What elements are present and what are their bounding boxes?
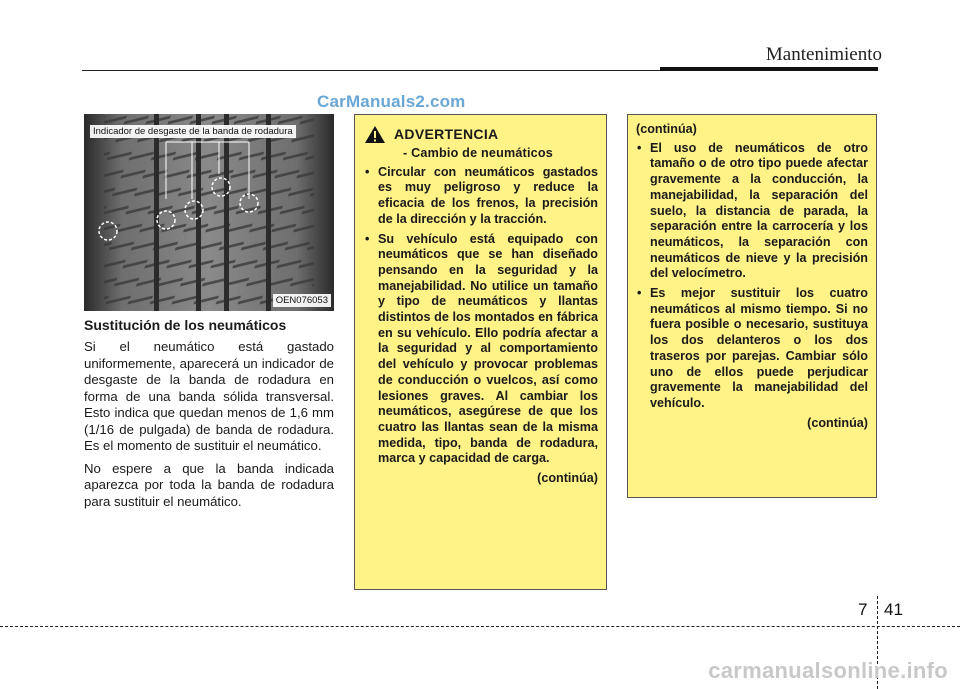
bullet-dot-icon: • (637, 140, 642, 155)
warning-bullet-list (364, 165, 598, 467)
watermark-bottom[interactable]: carmanualsonline.info (708, 658, 948, 683)
header-rule-thin (82, 70, 662, 71)
figure-code: OEN076053 (273, 294, 331, 307)
warning-subtitle: - Cambio de neumáticos (403, 146, 553, 160)
paragraph: Si el neumático está gastado uniformemente, aparecerá un indicador de desgaste de la banda de rodadura en forma de una banda sólida transversal. Esto indica que quedan menos de 1,6 mm (1/16 de pulgada) de banda de rodadura. Es el momento de sustituir el neumático. (84, 339, 334, 453)
chapter-number: 7 (858, 600, 868, 619)
continues-note: (continúa) (807, 415, 868, 430)
figure-callout-label: Indicador de desgaste de la banda de rodadura (90, 125, 296, 138)
list-item: • Su vehículo está equipado con neumáticos que se han diseñado pensando en la seguridad y la manejabilidad. No utilice un tamaño y tipo de neumáticos y llantas distintos de los montados en fábrica en su vehículo. Ello podría afectar a la seguridad y al comportamiento del vehículo y provocar problemas de conducción o vuelcos, así como lesiones graves. Al cambiar los neumáticos, asegúrese de que los cuatro las llantas sean de la misma medida, tipo, banda de rodadura, marca y capacidad de carga. (365, 231, 598, 466)
continued-note: (continúa) (636, 122, 697, 136)
left-body-text (84, 339, 334, 516)
header-rule-thick (660, 67, 878, 71)
bullet-dot-icon: • (365, 231, 370, 246)
warning-title: ADVERTENCIA (394, 125, 499, 142)
tire-tread-illustration (84, 114, 334, 311)
bullet-dot-icon: • (365, 164, 370, 179)
watermark-top[interactable]: CarManuals2.com (317, 92, 466, 111)
list-item: • Es mejor sustituir los cuatro neumáticos al mismo tiempo. Si no fuera posible o necesario, sustituya los dos delanteros o los dos traseros por parejas. Cambiar sólo uno de ellos puede perjudicar gravemente la manejabilidad del vehículo. (637, 286, 868, 410)
page-header-title: Mantenimiento (765, 44, 882, 65)
tire-wear-figure (84, 114, 334, 311)
page-number: 41 (884, 600, 903, 619)
continues-note: (continúa) (537, 471, 598, 486)
footer-rule (0, 626, 960, 627)
paragraph: No espere a que la banda indicada aparezca por toda la banda de rodadura para sustituir el neumático. (84, 460, 334, 509)
bullet-dot-icon: • (637, 286, 642, 301)
continuation-box (627, 114, 877, 498)
section-heading: Sustitución de los neumáticos (84, 317, 287, 333)
list-item: • El uso de neumáticos de otro tamaño o de otro tipo puede afectar gravemente a la conducción, la manejabilidad, la separación del suelo, la distancia de parada, la separación entre la carrocería y los neumáticos, la separación con neumáticos de nieve y la precisión del velocímetro. (637, 140, 868, 281)
warning-triangle-icon (364, 125, 386, 144)
warning-title-row (364, 125, 598, 144)
warning-box (354, 114, 607, 590)
list-item: • Circular con neumáticos gastados es muy peligroso y reduce la eficacia de los frenos, la precisión de la dirección y la tracción. (365, 164, 598, 226)
continuation-bullet-list (636, 141, 868, 412)
